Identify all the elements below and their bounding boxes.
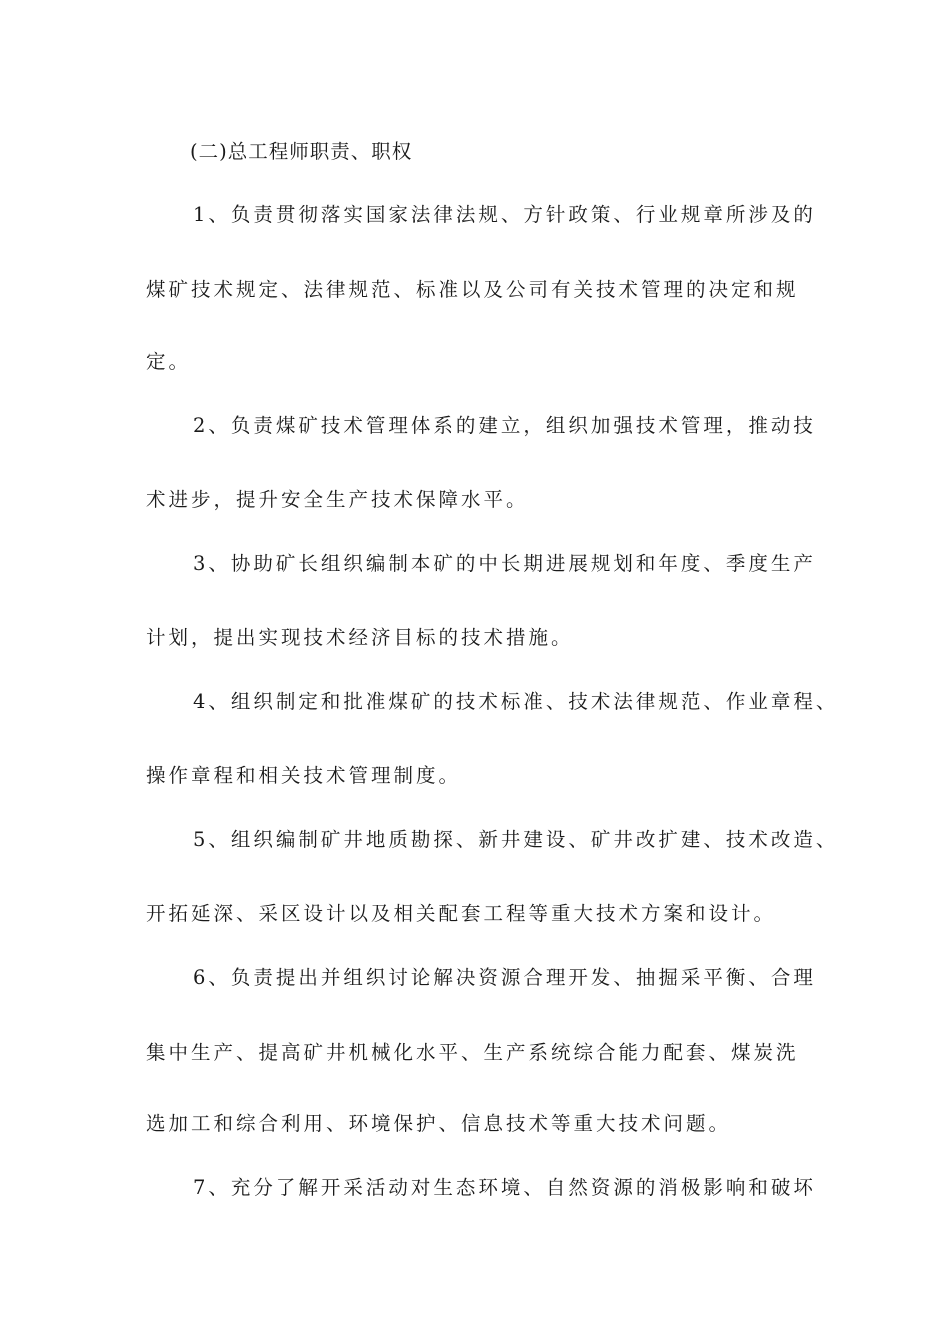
paragraph-4-line-2: 操作章程和相关技术管理制度。 bbox=[146, 764, 462, 787]
paragraph-5-line-1: 5、组织编制矿井地质勘探、新井建设、矿井改扩建、技术改造、 bbox=[193, 828, 839, 851]
paragraph-6-line-2: 集中生产、提高矿井机械化水平、生产系统综合能力配套、煤炭洗 bbox=[146, 1041, 799, 1064]
paragraph-2-line-1: 2、负责煤矿技术管理体系的建立，组织加强技术管理，推动技 bbox=[193, 414, 816, 437]
paragraph-1-line-1: 1、负责贯彻落实国家法律法规、方针政策、行业规章所涉及的 bbox=[193, 203, 816, 226]
paragraph-3-line-1: 3、协助矿长组织编制本矿的中长期进展规划和年度、季度生产 bbox=[193, 552, 816, 575]
paragraph-6-line-3: 选加工和综合利用、环境保护、信息技术等重大技术问题。 bbox=[146, 1112, 732, 1135]
paragraph-3-line-2: 计划，提出实现技术经济目标的技术措施。 bbox=[146, 626, 574, 649]
paragraph-5-line-2: 开拓延深、采区设计以及相关配套工程等重大技术方案和设计。 bbox=[146, 902, 777, 925]
paragraph-6-line-1: 6、负责提出并组织讨论解决资源合理开发、抽掘采平衡、合理 bbox=[193, 966, 816, 989]
section-heading: (二)总工程师职责、职权 bbox=[190, 140, 413, 163]
paragraph-4-line-1: 4、组织制定和批准煤矿的技术标准、技术法律规范、作业章程、 bbox=[193, 690, 839, 713]
paragraph-7-line-1: 7、充分了解开采活动对生态环境、自然资源的消极影响和破坏 bbox=[193, 1176, 816, 1199]
paragraph-1-line-3: 定。 bbox=[146, 350, 192, 373]
paragraph-2-line-2: 术进步，提升安全生产技术保障水平。 bbox=[146, 488, 529, 511]
paragraph-1-line-2: 煤矿技术规定、法律规范、标准以及公司有关技术管理的决定和规 bbox=[146, 278, 799, 301]
